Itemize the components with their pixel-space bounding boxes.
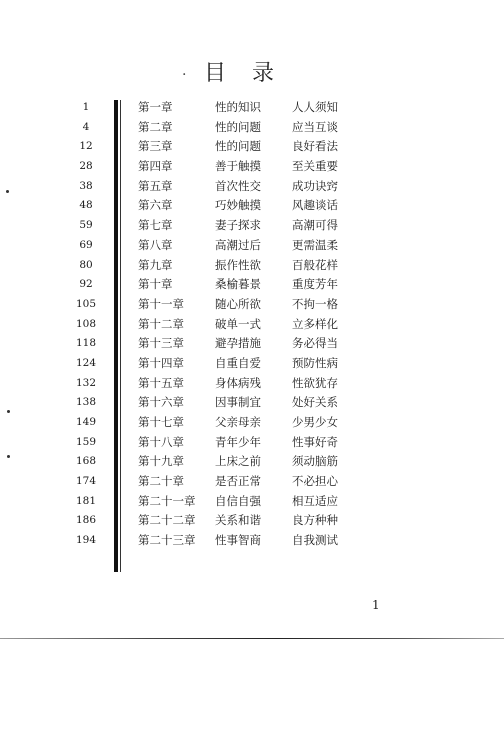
toc-chapter-label: 第四章	[138, 159, 173, 174]
toc-title-part1: 随心所欲	[215, 296, 261, 311]
toc-chapter-label: 第十三章	[138, 336, 184, 351]
toc-chapter-label: 第十八章	[138, 434, 184, 449]
toc-row	[0, 393, 504, 413]
toc-title-part2: 不必担心	[292, 474, 338, 489]
toc-chapter-label: 第五章	[138, 178, 173, 193]
toc-title-part1: 性事智商	[215, 533, 261, 548]
toc-title-part2: 高潮可得	[292, 218, 338, 233]
toc-title-part2: 性欲犹存	[292, 375, 338, 390]
toc-title-part2: 人人须知	[292, 100, 338, 114]
toc-row	[0, 334, 504, 354]
toc-chapter-label: 第十一章	[138, 296, 184, 311]
toc-row	[0, 196, 504, 216]
toc-page-number: 1	[82, 101, 90, 113]
toc-title-part2: 预防性病	[292, 355, 338, 370]
toc-chapter-label: 第二十一章	[138, 493, 196, 508]
toc-chapter-label: 第十六章	[138, 395, 184, 410]
toc-title-part2: 应当互谈	[292, 119, 338, 134]
toc-title-part1: 上床之前	[215, 454, 261, 469]
toc-chapter-label: 第二十章	[138, 474, 184, 489]
toc-title-part1: 是否正常	[215, 474, 261, 489]
toc-row	[0, 256, 504, 276]
toc-row	[0, 216, 504, 236]
toc-title-part1: 振作性欲	[215, 257, 261, 272]
toc-title-part1: 性的知识	[215, 100, 261, 114]
toc-page-number: 69	[79, 238, 93, 251]
toc-page-number: 168	[75, 455, 97, 468]
toc-page-number: 138	[75, 396, 97, 409]
toc-row	[0, 452, 504, 472]
toc-page-number: 4	[82, 120, 90, 133]
toc-title-part2: 百般花样	[292, 257, 338, 272]
toc-title-part2: 成功诀窍	[292, 178, 338, 193]
toc-page-number: 159	[75, 435, 97, 448]
toc-title-part2: 更需温柔	[292, 237, 338, 252]
toc-page-number: 118	[75, 337, 97, 350]
toc-title-part1: 关系和谐	[215, 513, 261, 528]
toc-row	[0, 492, 504, 512]
toc-page-number: 59	[79, 219, 93, 232]
toc-page-number: 149	[75, 416, 97, 428]
toc-row	[0, 315, 504, 335]
page-title: 目录	[203, 61, 300, 86]
bottom-rule	[0, 638, 504, 639]
toc-chapter-label: 第一章	[138, 100, 173, 114]
toc-title-part1: 破单一式	[215, 316, 261, 331]
toc-row	[0, 98, 504, 118]
toc-page-number: 28	[79, 160, 93, 173]
toc-chapter-label: 第九章	[138, 257, 173, 272]
toc-title-part1: 性的问题	[215, 139, 261, 154]
toc-row	[0, 374, 504, 394]
toc-page-number: 38	[79, 179, 93, 192]
toc-title-part1: 青年少年	[215, 434, 261, 449]
toc-chapter-label: 第七章	[138, 218, 173, 233]
toc-title-part1: 身体病残	[215, 375, 261, 390]
toc-row	[0, 511, 504, 531]
toc-title-part2: 少男少女	[292, 415, 338, 429]
page-number: 1	[372, 598, 380, 612]
toc-title-part2: 风趣谈话	[292, 198, 338, 213]
toc-chapter-label: 第八章	[138, 237, 173, 252]
toc-title-part2: 须动脑筋	[292, 454, 338, 469]
scan-speck	[7, 455, 10, 458]
toc-row	[0, 118, 504, 138]
toc-title-part1: 性的问题	[215, 119, 261, 134]
toc-chapter-label: 第十二章	[138, 316, 184, 331]
toc-title-part2: 相互适应	[292, 493, 338, 508]
toc-title-part1: 首次性交	[215, 178, 261, 193]
toc-page-number: 174	[75, 475, 97, 488]
toc-row	[0, 354, 504, 374]
toc-row	[0, 531, 504, 551]
toc-title-part2: 重度芳年	[292, 277, 338, 292]
toc-chapter-label: 第十九章	[138, 454, 184, 469]
toc-page-number: 48	[79, 199, 93, 212]
toc-row	[0, 137, 504, 157]
toc-row	[0, 275, 504, 295]
toc-chapter-label: 第十四章	[138, 355, 184, 370]
toc-title-part2: 不拘一格	[292, 296, 338, 311]
toc-row	[0, 433, 504, 453]
toc-title-part1: 因事制宜	[215, 395, 261, 410]
toc-title-part1: 自信自强	[215, 493, 261, 508]
scan-speck	[7, 410, 10, 413]
toc-title-part2: 处好关系	[292, 395, 338, 410]
toc-page-number: 105	[75, 297, 97, 310]
toc-title-part1: 桑榆暮景	[215, 277, 261, 292]
toc-title-part1: 避孕措施	[215, 336, 261, 351]
toc-page-number: 132	[75, 376, 97, 389]
toc-page-number: 92	[79, 278, 93, 291]
toc-row	[0, 236, 504, 256]
toc-title-part1: 高潮过后	[215, 237, 261, 252]
table-of-contents	[0, 98, 504, 551]
toc-title-part1: 妻子探求	[215, 218, 261, 233]
toc-page-number: 12	[79, 140, 93, 153]
toc-row	[0, 157, 504, 177]
toc-title-part2: 良好看法	[292, 139, 338, 154]
toc-title-part1: 父亲母亲	[215, 415, 261, 429]
toc-page-number: 80	[79, 258, 93, 271]
toc-title-part2: 务必得当	[292, 336, 338, 351]
toc-chapter-label: 第三章	[138, 139, 173, 154]
toc-page-number: 186	[75, 514, 97, 527]
toc-chapter-label: 第十五章	[138, 375, 184, 390]
toc-chapter-label: 第十七章	[138, 415, 184, 429]
toc-page-number: 181	[75, 494, 97, 507]
toc-row	[0, 413, 504, 433]
toc-title-part2: 性事好奇	[292, 434, 338, 449]
toc-title-part1: 善于触摸	[215, 159, 261, 174]
toc-title-part2: 自我测试	[292, 533, 338, 548]
toc-chapter-label: 第六章	[138, 198, 173, 213]
scan-speck	[6, 190, 9, 193]
toc-chapter-label: 第二章	[138, 119, 173, 134]
toc-chapter-label: 第二十二章	[138, 513, 196, 528]
toc-title-part2: 立多样化	[292, 316, 338, 331]
toc-chapter-label: 第十章	[138, 277, 173, 292]
toc-page-number: 194	[75, 534, 97, 547]
toc-title-part1: 巧妙触摸	[215, 198, 261, 213]
heading-dot: .	[182, 63, 187, 79]
toc-row	[0, 472, 504, 492]
toc-title-part2: 至关重要	[292, 159, 338, 174]
toc-title-part1: 自重自爱	[215, 355, 261, 370]
toc-row	[0, 177, 504, 197]
toc-chapter-label: 第二十三章	[138, 533, 196, 548]
toc-title-part2: 良方种种	[292, 513, 338, 528]
toc-page-number: 124	[75, 356, 97, 369]
toc-page-number: 108	[75, 317, 97, 330]
toc-row	[0, 295, 504, 315]
